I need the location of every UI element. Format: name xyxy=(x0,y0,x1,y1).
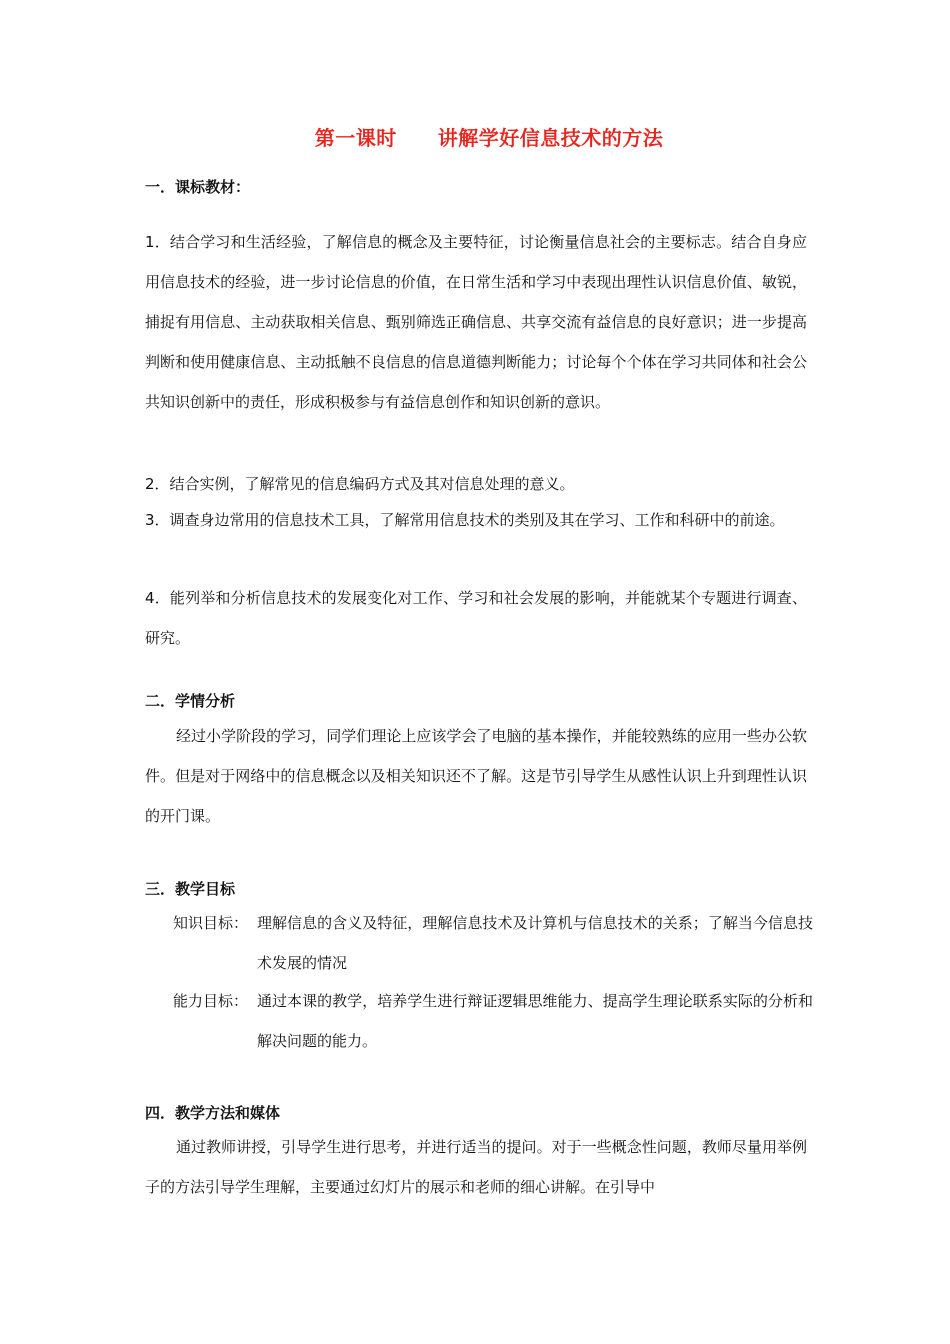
ability-goal-label: 能力目标： xyxy=(173,992,249,1010)
section-heading-methods-media: 四．教学方法和媒体 xyxy=(145,1104,281,1122)
learner-analysis-text: 经过小学阶段的学习，同学们理论上应该学会了电脑的基本操作，并能较熟练的应用一些办公软件。但是对于网络中的信息概念以及相关知识还不了解。这是节引导学生从感性认识上升到理性认识的开门课。 xyxy=(145,727,807,825)
methods-media-text: 通过教师讲授，引导学生进行思考，并进行适当的提问。对于一些概念性问题，教师尽量用举例子的方法引导学生理解，主要通过幻灯片的展示和老师的细心讲解。在引导中 xyxy=(145,1138,807,1196)
ability-goal-text: 通过本课的教学，培养学生进行辩证逻辑思维能力、提高学生理论联系实际的分析和解决问题的能力。 xyxy=(257,992,813,1050)
knowledge-goal-label: 知识目标： xyxy=(173,914,249,932)
document-title: 第一课时 讲解学好信息技术的方法 xyxy=(314,126,664,150)
curriculum-item-4: 4．能列举和分析信息技术的发展变化对工作、学习和社会发展的影响，并能就某个专题进行调查、研究。 xyxy=(145,589,807,647)
section-heading-teaching-goals: 三．教学目标 xyxy=(145,880,236,898)
curriculum-item-1: 1．结合学习和生活经验，了解信息的概念及主要特征，讨论衡量信息社会的主要标志。结合自身应用信息技术的经验，进一步讨论信息的价值，在日常生活和学习中表现出理性认识信息价值、敏锐，捕捉有用信息、主动获取相关信息、甄别筛选正确信息、共享交流有益信息的良好意识；进一步提高判断和使用健康信息、主动抵触不良信息的信息道德判断能力；讨论每个个体在学习共同体和社会公共知识创新中的责任，形成积极参与有益信息创作和知识创新的意识。 xyxy=(145,233,807,411)
knowledge-goal xyxy=(173,903,813,983)
section-heading-learner-analysis: 二．学情分析 xyxy=(145,692,236,710)
curriculum-item-3: 3．调查身边常用的信息技术工具，了解常用信息技术的类别及其在学习、工作和科研中的前途。 xyxy=(145,511,785,529)
knowledge-goal-text: 理解信息的含义及特征，理解信息技术及计算机与信息技术的关系；了解当今信息技术发展的情况 xyxy=(257,914,813,972)
curriculum-item-2: 2．结合实例，了解常见的信息编码方式及其对信息处理的意义。 xyxy=(145,475,575,493)
section-heading-curriculum: 一．课标教材： xyxy=(145,178,251,196)
ability-goal xyxy=(173,981,813,1061)
